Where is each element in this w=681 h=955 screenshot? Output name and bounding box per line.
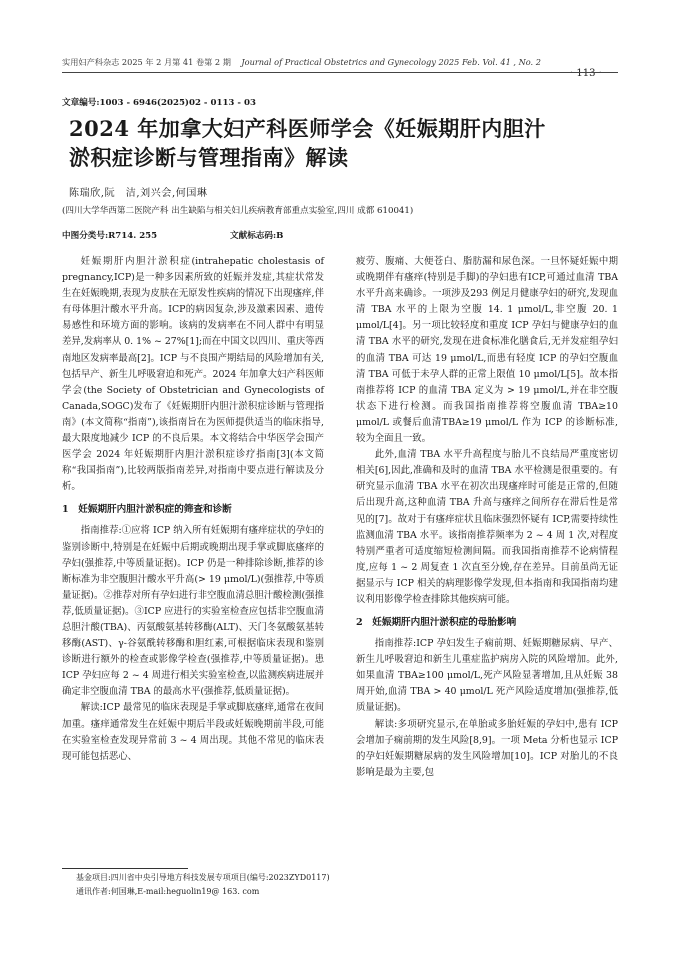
authors: 陈瑞欣,阮 洁,刘兴会,何国琳 [69,188,208,199]
running-header [62,57,541,68]
body-paragraph: 解读:ICP 最常见的临床表现是手掌或脚底瘙痒,通常在夜间加重。瘙痒通常发生在妊娠中期后半段或妊娠晚期前半段,可能在实验室检查发现异常前 3 ~ 4 周出现。其他不常见的临床表现可能包括恶心、 [62,702,324,762]
footnote-rule [62,868,188,869]
body-paragraph: 指南推荐:①应将 ICP 纳入所有妊娠期有瘙痒症状的孕妇的鉴别诊断中,特别是在妊娠中后期或晚期出现手掌或脚底瘙痒的孕妇(强推荐,中等质量证据)。ICP 仍是一种排除诊断,推荐的诊断标准为非空腹胆汁酸水平升高(> 19 μmol/L)(强推荐,中等质量证据)。②推荐对所有孕妇进行非空腹血清总胆汁酸检测(强推荐,低质量证据)。③ICP 应进行的实验室检查应包括非空腹血清总胆汁酸(TBA)、丙氨酸氨基转移酶(ALT)、天门冬氨酸氨基转移酶(AST)、γ-谷氨酰转移酶和胆红素,可根据临床表现和鉴别诊断进行额外的检查或影像学检查(强推荐,中等质量证据)。患 ICP 孕妇应每 2 ~ 4 周进行相关实验室检查,以监测疾病进展并确定非空腹血清 TBA 的最高水平(强推荐,低质量证据)。 [62,525,324,698]
header-rule [62,72,618,73]
article-title [69,114,589,172]
corresponding-author-footnote: 通讯作者:何国琳,E-mail:heguolin19@ 163. com [76,887,260,896]
article-id: 文章编号:1003 - 6946(2025)02 - 0113 - 03 [62,98,256,108]
affiliation: (四川大学华西第二医院产科 出生缺陷与相关妇儿疾病教育部重点实验室,四川 成都 610041) [62,206,414,216]
document-code: 文献标志码:B [230,231,284,241]
body-paragraph: 此外,血清 TBA 水平升高程度与胎儿不良结局严重度密切相关[6],因此,准确和及时的血清 TBA 水平检测是很重要的。有研究显示血清 TBA 水平在初次出现瘙痒时可能是正常的,但随后出现升高,这种血清 TBA 升高与瘙痒之间所存在滞后性是常见的[7]。故对于有瘙痒症状且临床强烈怀疑有 ICP,需要持续性监测血清 TBA 水平。该指南推荐频率为 2 ~ 4 周 1 次,对程度特别严重者可适度缩短检测间隔。而我国指南推荐不论病情程度,应每 1 ~ 2 周复查 1 次直至分娩,存在差异。目前虽尚无证据显示与 ICP 相关的病理影像学发现,但本指南和我国指南均建议利用影像学检查排除其他疾病可能。 [356,449,618,605]
left-column [62,254,324,765]
page-number: · 113 · [570,68,602,79]
title-line-1: 2024 年加拿大妇产科医师学会《妊娠期肝内胆汁 [69,116,546,141]
section-heading: 1 妊娠期肝内胆汁淤积症的筛查和诊断 [62,504,232,516]
journal-header-en: Journal of Practical Obstetrics and Gynecology 2025 Feb. Vol. 41 , No. 2 [241,57,541,67]
body-paragraph: 解读:多项研究显示,在单胎或多胎妊娠的孕妇中,患有 ICP 会增加子痫前期的发生风险[8,9]。一项 Meta 分析也显示 ICP 的孕妇妊娠期糖尿病的发生风险增加[10]。ICP 对胎儿的不良影响是最为主要,包 [356,718,618,778]
title-line-2: 淤积症诊断与管理指南》解读 [69,145,349,170]
funding-footnote: 基金项目:四川省中央引导地方科技发展专项项目(编号:2023ZYD0117) [76,873,330,882]
body-paragraph: 妊娠期肝内胆汁淤积症(intrahepatic cholestasis of pregnancy,ICP)是一种多因素所致的妊娠并发症,其症状常发生在妊娠晚期,表现为皮肤在无原发性疾病的情况下出现瘙痒,伴有母体胆汁酸水平升高。ICP的病因复杂,涉及激素因素、遗传易感性和环境方面的影响。该病的发病率在不同人群中有明显差异,发病率从 0. 1% ~ 27%[1];而在中国文以四川、重庆等西南地区发病率最高[2]。ICP 与不良围产期结局的风险增加有关,包括早产、新生儿呼吸窘迫和死产。2024 年加拿大妇产科医师学会(the Society of Obstetrician and Gynecologists of Canada,SOGC)发布了《妊娠期肝内胆汁淤积症诊断与管理指南》(本文简称“指南”),该指南旨在为医师提供适当的临床指导,最大限度地减少 ICP 的不良后果。本文将结合中华医学会围产医学会 2024 年妊娠期肝内胆汁淤积症诊疗指南[3](本文简称“我国指南”),比较两版指南差异,对指南中要点进行解读及分析。 [62,256,324,493]
section-heading: 2 妊娠期肝内胆汁淤积症的母胎影响 [356,617,517,629]
body-paragraph: 指南推荐:ICP 孕妇发生子痫前期、妊娠期糖尿病、早产、新生儿呼吸窘迫和新生儿重症监护病房入院的风险增加。此外,如果血清 TBA≥100 μmol/L,死产风险显著增加,且从妊娠 38 周开始,血清 TBA > 40 μmol/L 死产风险适度增加(强推荐,低质量证据)。 [356,638,618,714]
clc-number: 中图分类号:R714. 255 [62,231,158,241]
body-paragraph: 疲劳、腹痛、大便苍白、脂肪漏和尿色深。一旦怀疑妊娠中期或晚期伴有瘙痒(特别是手脚)的孕妇患有ICP,可通过血清 TBA 水平升高来确诊。一项涉及293 例足月健康孕妇的研究,发现血清 TBA 水平的上限为空腹 14. 1 μmol/L,非空腹 20. 1 μmol/L[4]。另一项比较轻度和重度 ICP 孕妇与健康孕妇的血清 TBA 水平的研究,发现在进食标准化膳食后,无并发症组孕妇的血清 TBA 可达 19 μmol/L,而患有轻度 ICP 的孕妇空腹血清 TBA 可低于未孕人群的正常上限值 10 μmol/L[5]。故本指南推荐将 ICP 的血清 TBA 定义为 > 19 μmol/L,并在非空腹状态下进行检测。而我国指南推荐将空腹血清 TBA≥10 μmol/L 或餐后血清TBA≥19 μmol/L 作为 ICP 的诊断标准,较为全面且一致。 [356,256,618,445]
journal-header-cn: 实用妇产科杂志 2025 年 2 月第 41 卷第 2 期 [62,57,231,67]
right-column [356,254,618,781]
